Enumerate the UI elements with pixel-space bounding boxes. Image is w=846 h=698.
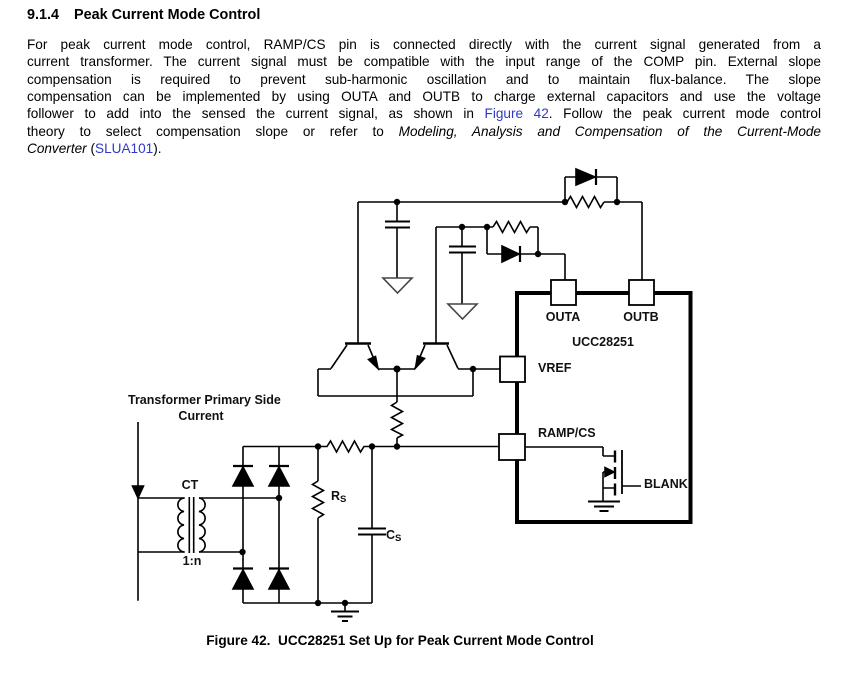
emitter-arrow-icon [416,356,425,368]
cs-capacitor [358,447,386,604]
ct-label: CT [181,478,199,492]
link-slua101[interactable]: SLUA101 [95,141,154,157]
italic-text: Modeling, Analysis and Compensation of the Current-Mode [398,123,821,139]
text-segment: compensation is required to prevent sub-harmonic oscillation and to maintain flux-balance. The slope [27,71,821,87]
diode-icon [233,570,253,589]
text-segment: . Follow the peak current mode control [548,106,821,122]
earth-ground-icon [588,502,620,512]
paragraph-line [27,88,821,105]
diode-icon [269,467,289,486]
pin-ramp-cs [499,434,525,460]
paragraph-line [27,53,821,70]
turns-ratio-label: 1:n [182,554,202,568]
section-title: Peak Current Mode Control [74,7,261,23]
diode-icon [233,467,253,486]
blank-mosfet [525,447,641,511]
resistor-icon [313,481,324,518]
text-segment: ). [153,141,162,157]
emitter-follower-pair [318,344,500,403]
gnd-triangle-icon [383,278,412,293]
text-segment: For peak current mode control, RAMP/CS pin is connected directly with the current signal generated from a [27,37,821,52]
blank-signal-label: BLANK [644,477,688,491]
slope-capacitor-2 [448,227,477,319]
outa-rc-network [436,222,565,343]
text-segment: compensation can be implemented by using OUTA and OUTB to charge external capacitors and use the voltage [27,89,821,105]
current-arrow-icon [133,486,144,498]
chip-name-label: UCC28251 [572,335,634,349]
text-segment: theory to select compensation slope or refer to [27,123,399,139]
diode-icon [576,169,595,185]
outb-pin-label: OUTB [623,310,659,324]
pin-vref [500,357,525,383]
diode-icon [502,246,519,262]
junction-dots [239,199,620,606]
outb-rc-network [358,169,642,343]
diode-bridge [233,447,372,622]
gnd-triangle-icon [448,304,477,319]
transformer-label-line1: Transformer Primary Side [128,393,281,407]
current-transformer [133,422,280,600]
pin-outb [629,280,654,305]
text-segment: ( [86,141,95,157]
pin-outa [551,280,576,305]
slope-capacitor-1 [383,202,412,293]
section-heading [27,7,260,23]
mosfet-body-arrow-icon [605,468,614,477]
rs-label: $R_S$ [331,489,347,505]
text-segment: current transformer. The current signal must be compatible with the input range of the COMP pin. External slope [27,54,821,70]
section-number: 9.1.4 [27,7,60,23]
paragraph-line [27,71,821,88]
figure-caption: Figure 42. UCC28251 Set Up for Peak Current Mode Control [206,633,594,648]
resistor-icon [318,441,372,452]
rs-resistor [313,447,324,604]
ramp-cs-pin-label: RAMP/CS [538,426,596,440]
diode-icon [269,570,289,589]
text-segment: follower to add into the sensed the current signal, as shown in [27,106,485,122]
emitter-arrow-icon [369,357,379,369]
paragraph-line [27,123,821,140]
resistor-icon [493,222,530,233]
transformer-label-line2: Current [178,409,224,423]
slope-resistor [392,402,403,447]
vref-pin-label: VREF [538,361,572,375]
resistor-icon [392,402,403,438]
body-paragraph [27,36,821,157]
outa-pin-label: OUTA [545,310,581,324]
paragraph-line [27,140,821,157]
primary-winding-icon [178,498,184,552]
link-figure-42[interactable]: Figure 42 [484,106,549,122]
italic-text: Converter [27,141,87,157]
cs-label: $C_S$ [386,528,402,544]
paragraph-line [27,36,821,53]
secondary-winding-icon [199,498,205,552]
paragraph-line [27,105,821,122]
resistor-icon [567,197,604,208]
